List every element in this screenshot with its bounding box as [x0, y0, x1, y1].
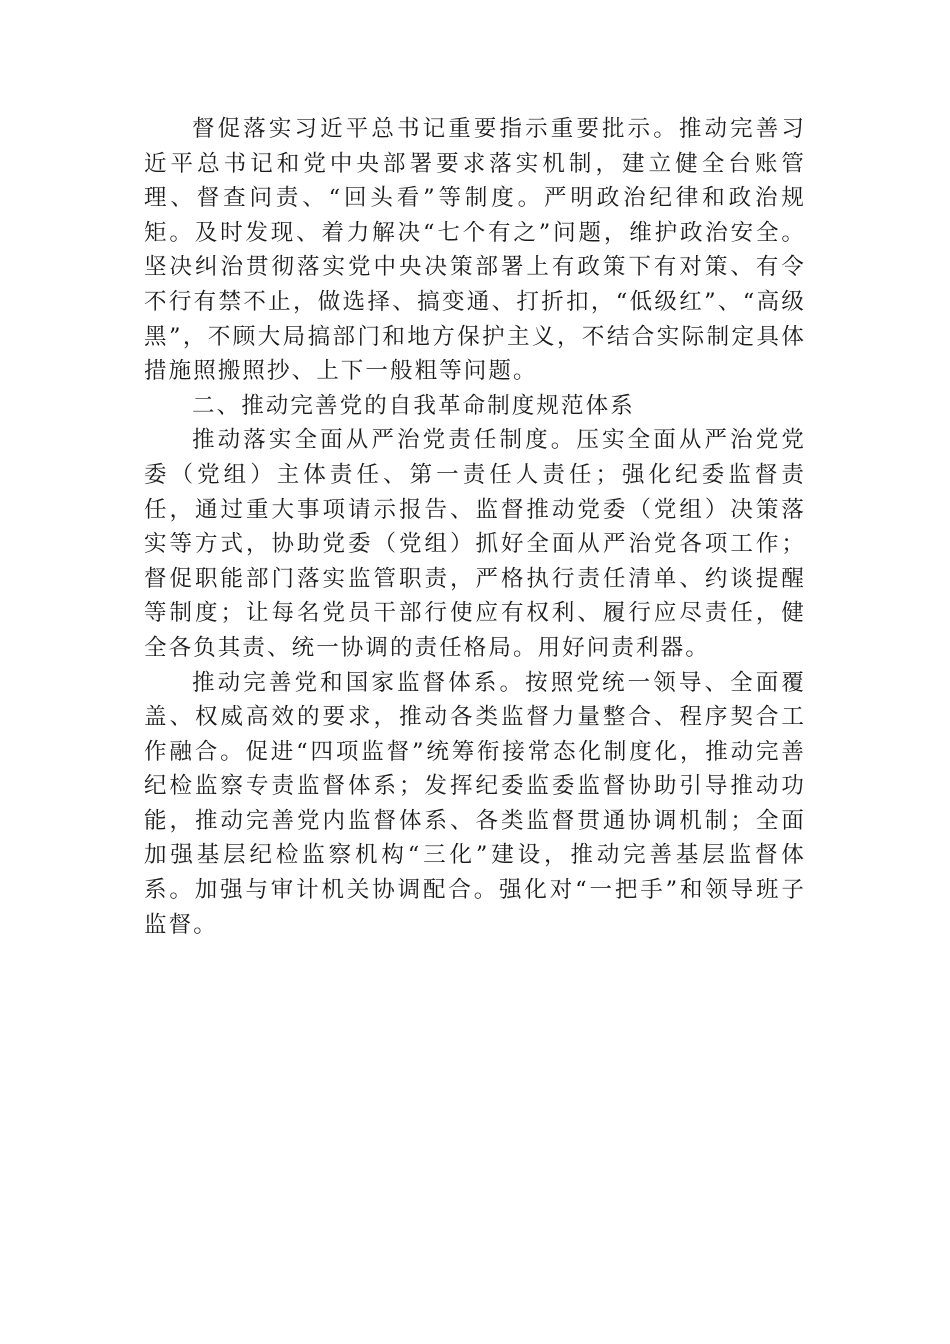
paragraph-responsibility-system: 推动落实全面从严治党责任制度。压实全面从严治党党委（党组）主体责任、第一责任人责任；强化纪委监督责任，通过重大事项请示报告、监督推动党委（党组）决策落实等方式，协助党委（党组）抓好全面从严治党各项工作；督促职能部门落实监管职责，严格执行责任清单、约谈提醒等制度；让每名党员干部行使应有权利、履行应尽责任，健全各负其责、统一协调的责任格局。用好问责利器。	[144, 427, 806, 661]
paragraph-supervision-system: 推动完善党和国家监督体系。按照党统一领导、全面覆盖、权威高效的要求，推动各类监督力量整合、程序契合工作融合。促进“四项监督”统筹衔接常态化制度化，推动完善纪检监察专责监督体系；发挥纪委监委监督协助引导推动功能，推动完善党内监督体系、各类监督贯通协调机制；全面加强基层纪检监察机构“三化”建设，推动完善基层监督体系。加强与审计机关协调配合。强化对“一把手”和领导班子监督。	[144, 669, 806, 938]
section-heading-2: 二、推动完善党的自我革命制度规范体系	[192, 392, 635, 419]
paragraph-supervise-instructions: 督促落实习近平总书记重要指示重要批示。推动完善习近平总书记和党中央部署要求落实机制，建立健全台账管理、督查问责、“回头看”等制度。严明政治纪律和政治规矩。及时发现、着力解决“七个有之”问题，维护政治安全。坚决纠治贯彻落实党中央决策部署上有政策下有对策、有令不行有禁不止，做选择、搞变通、打折扣，“低级红”、“高级黑”，不顾大局搞部门和地方保护主义，不结合实际制定具体措施照搬照抄、上下一般粗等问题。	[144, 116, 806, 385]
document-body	[144, 112, 806, 942]
